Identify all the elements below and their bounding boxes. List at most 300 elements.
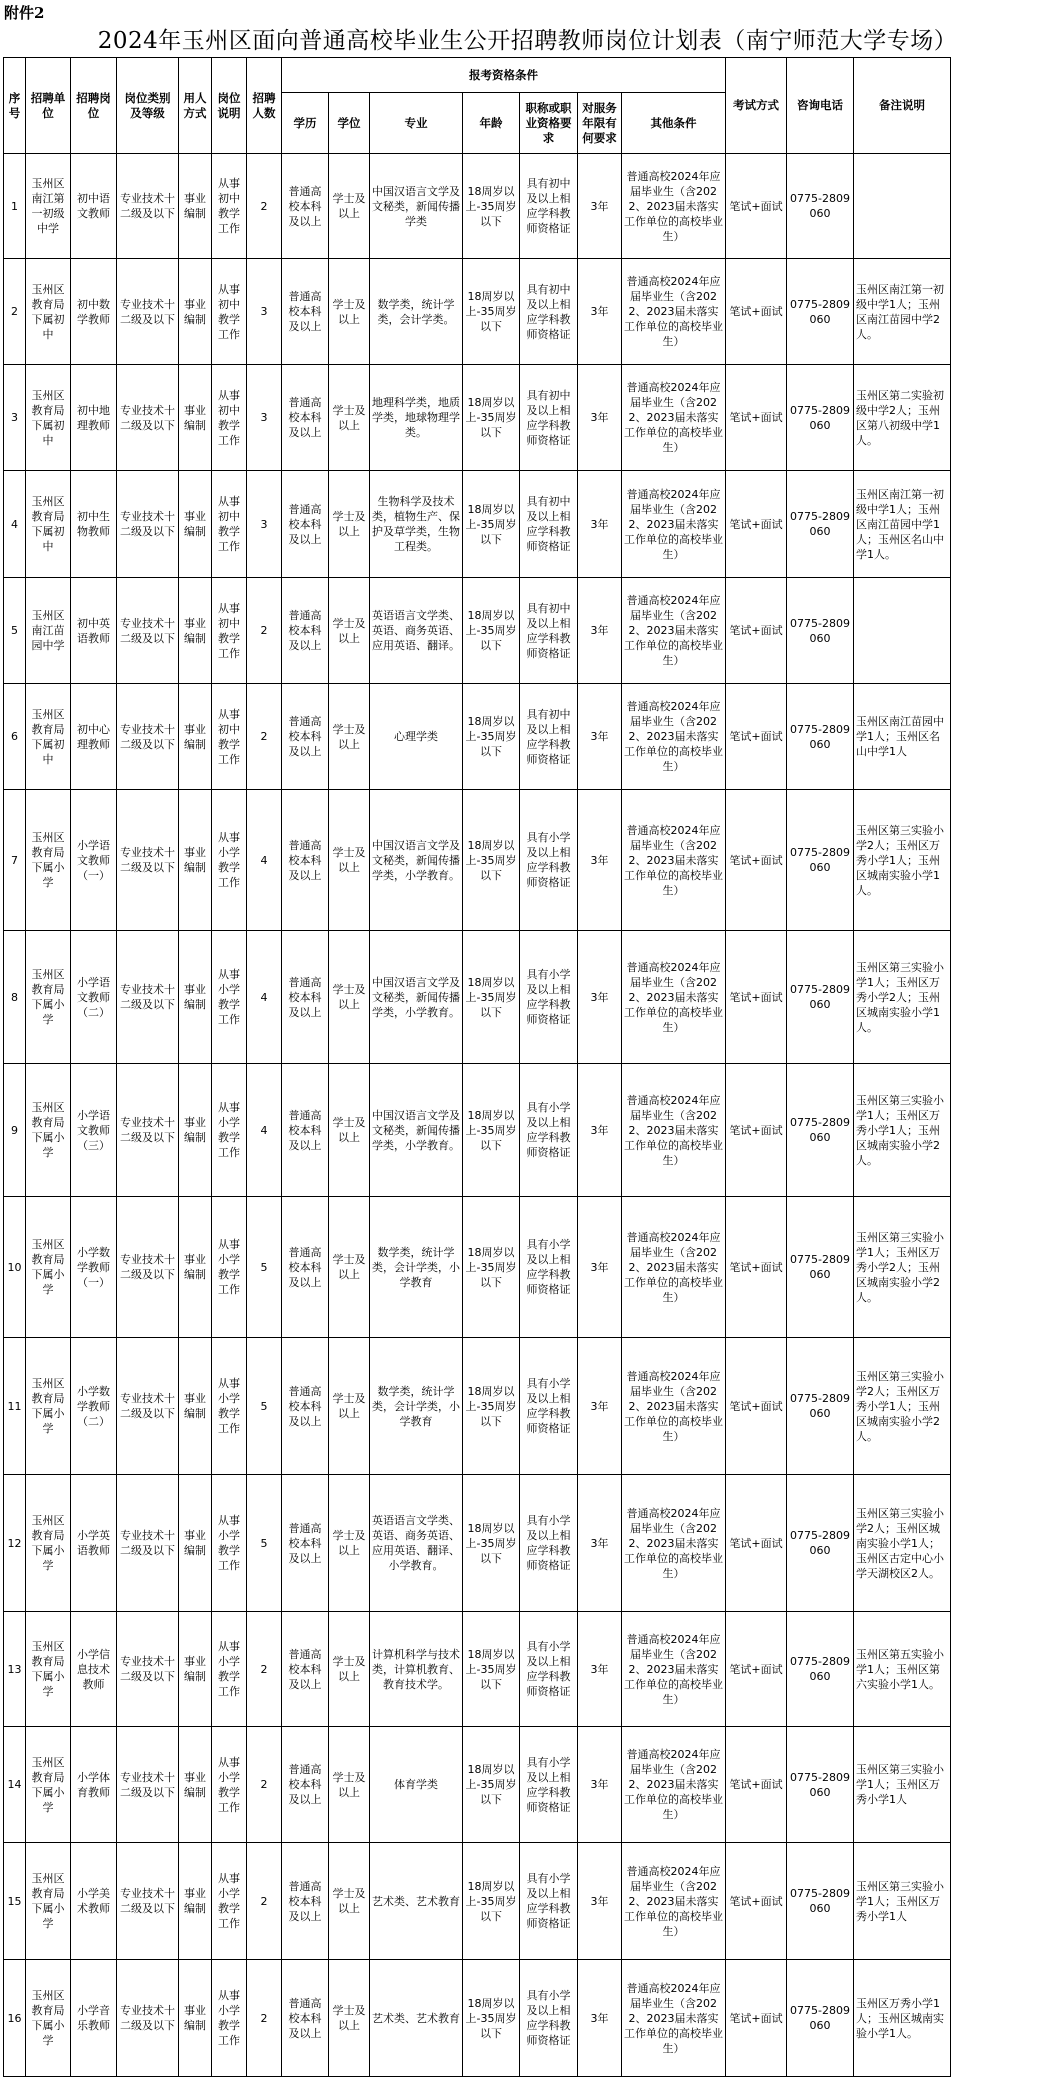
- cell-major: 艺术类、艺术教育: [370, 1843, 463, 1960]
- cell-phone: 0775-2809060: [787, 1064, 854, 1197]
- cell-count: 4: [247, 1064, 282, 1197]
- cell-category: 专业技术十二级及以下: [117, 1338, 179, 1475]
- cell-unit: 玉州区教育局下属小学: [26, 1197, 71, 1338]
- cell-post: 初中英语教师: [71, 578, 117, 684]
- cell-exam: 笔试+面试: [726, 154, 787, 259]
- cell-count: 5: [247, 1475, 282, 1612]
- cell-seq: 14: [4, 1727, 26, 1843]
- cell-employ: 事业编制: [179, 1197, 212, 1338]
- header-post: 招聘岗位: [71, 58, 117, 154]
- cell-phone: 0775-2809060: [787, 931, 854, 1064]
- cell-category: 专业技术十二级及以下: [117, 684, 179, 790]
- cell-degree: 学士及以上: [329, 1960, 370, 2077]
- header-other: 其他条件: [622, 93, 726, 154]
- table-row: [4, 1197, 951, 1338]
- cell-service: 3年: [578, 1727, 622, 1843]
- cell-employ: 事业编制: [179, 1960, 212, 2077]
- table-row: [4, 154, 951, 259]
- cell-post: 小学语文教师（二）: [71, 931, 117, 1064]
- cell-major: 数学类，统计学类，会计学类。: [370, 259, 463, 365]
- header-seq: 序号: [4, 58, 26, 154]
- cell-other: 普通高校2024年应届毕业生（含2022、2023届未落实工作单位的高校毕业生）: [622, 1960, 726, 2077]
- cell-unit: 玉州区教育局下属小学: [26, 1064, 71, 1197]
- cell-desc: 从事初中教学工作: [212, 471, 247, 578]
- cell-degree: 学士及以上: [329, 1727, 370, 1843]
- cell-seq: 12: [4, 1475, 26, 1612]
- cell-category: 专业技术十二级及以下: [117, 1960, 179, 2077]
- cell-age: 18周岁以上-35周岁以下: [463, 1475, 520, 1612]
- cell-count: 3: [247, 259, 282, 365]
- cell-seq: 8: [4, 931, 26, 1064]
- cell-employ: 事业编制: [179, 1727, 212, 1843]
- cell-service: 3年: [578, 1612, 622, 1727]
- cell-cert: 具有初中及以上相应学科教师资格证: [520, 471, 578, 578]
- cell-post: 小学体育教师: [71, 1727, 117, 1843]
- cell-service: 3年: [578, 931, 622, 1064]
- cell-desc: 从事小学教学工作: [212, 790, 247, 931]
- cell-phone: 0775-2809060: [787, 578, 854, 684]
- cell-seq: 15: [4, 1843, 26, 1960]
- cell-post: 初中语文教师: [71, 154, 117, 259]
- table-row: [4, 1612, 951, 1727]
- cell-age: 18周岁以上-35周岁以下: [463, 1064, 520, 1197]
- cell-exam: 笔试+面试: [726, 578, 787, 684]
- cell-remark: 玉州区第三实验小学1人；玉州区万秀小学2人；玉州区城南实验小学1人。: [854, 931, 951, 1064]
- cell-exam: 笔试+面试: [726, 1197, 787, 1338]
- cell-seq: 1: [4, 154, 26, 259]
- cell-category: 专业技术十二级及以下: [117, 1475, 179, 1612]
- cell-degree: 学士及以上: [329, 1064, 370, 1197]
- cell-seq: 6: [4, 684, 26, 790]
- cell-count: 2: [247, 684, 282, 790]
- cell-major: 体育学类: [370, 1727, 463, 1843]
- cell-degree: 学士及以上: [329, 684, 370, 790]
- cell-employ: 事业编制: [179, 1612, 212, 1727]
- cell-major: 数学类，统计学类，会计学类，小学教育: [370, 1338, 463, 1475]
- table-row: [4, 1960, 951, 2077]
- cell-age: 18周岁以上-35周岁以下: [463, 154, 520, 259]
- cell-major: 英语语言文学类、英语、商务英语、应用英语、翻译、小学教育。: [370, 1475, 463, 1612]
- cell-age: 18周岁以上-35周岁以下: [463, 1338, 520, 1475]
- cell-service: 3年: [578, 578, 622, 684]
- cell-unit: 玉州区教育局下属初中: [26, 471, 71, 578]
- cell-count: 2: [247, 1727, 282, 1843]
- cell-age: 18周岁以上-35周岁以下: [463, 1960, 520, 2077]
- cell-employ: 事业编制: [179, 684, 212, 790]
- cell-service: 3年: [578, 1064, 622, 1197]
- cell-phone: 0775-2809060: [787, 1197, 854, 1338]
- cell-age: 18周岁以上-35周岁以下: [463, 471, 520, 578]
- cell-exam: 笔试+面试: [726, 1475, 787, 1612]
- cell-count: 3: [247, 365, 282, 471]
- cell-unit: 玉州区教育局下属小学: [26, 1475, 71, 1612]
- cell-service: 3年: [578, 1843, 622, 1960]
- cell-degree: 学士及以上: [329, 1338, 370, 1475]
- cell-major: 中国汉语言文学及文秘类，新闻传播学类，小学教育。: [370, 931, 463, 1064]
- cell-category: 专业技术十二级及以下: [117, 578, 179, 684]
- cell-unit: 玉州区教育局下属初中: [26, 684, 71, 790]
- cell-remark: 玉州区南江第一初级中学1人；玉州区南江苗园中学2人。: [854, 259, 951, 365]
- cell-major: 数学类，统计学类，会计学类，小学教育: [370, 1197, 463, 1338]
- cell-cert: 具有初中及以上相应学科教师资格证: [520, 154, 578, 259]
- cell-desc: 从事小学教学工作: [212, 931, 247, 1064]
- cell-edu: 普通高校本科及以上: [282, 259, 329, 365]
- cell-desc: 从事初中教学工作: [212, 365, 247, 471]
- cell-edu: 普通高校本科及以上: [282, 578, 329, 684]
- cell-employ: 事业编制: [179, 259, 212, 365]
- cell-cert: 具有小学及以上相应学科教师资格证: [520, 1197, 578, 1338]
- cell-employ: 事业编制: [179, 154, 212, 259]
- page-title: 2024年玉州区面向普通高校毕业生公开招聘教师岗位计划表（南宁师范大学专场）: [97, 28, 958, 54]
- cell-edu: 普通高校本科及以上: [282, 1612, 329, 1727]
- cell-degree: 学士及以上: [329, 1843, 370, 1960]
- cell-category: 专业技术十二级及以下: [117, 365, 179, 471]
- cell-unit: 玉州区南江苗园中学: [26, 578, 71, 684]
- cell-edu: 普通高校本科及以上: [282, 1064, 329, 1197]
- cell-edu: 普通高校本科及以上: [282, 365, 329, 471]
- cell-post: 初中心理教师: [71, 684, 117, 790]
- cell-count: 4: [247, 790, 282, 931]
- cell-employ: 事业编制: [179, 1064, 212, 1197]
- header-service: 对服务年限有何要求: [578, 93, 622, 154]
- cell-degree: 学士及以上: [329, 259, 370, 365]
- cell-unit: 玉州区教育局下属初中: [26, 259, 71, 365]
- cell-remark: 玉州区第三实验小学2人；玉州区万秀小学1人；玉州区城南实验小学2人。: [854, 1338, 951, 1475]
- cell-age: 18周岁以上-35周岁以下: [463, 259, 520, 365]
- cell-employ: 事业编制: [179, 1475, 212, 1612]
- cell-count: 4: [247, 931, 282, 1064]
- cell-unit: 玉州区教育局下属小学: [26, 931, 71, 1064]
- cell-degree: 学士及以上: [329, 931, 370, 1064]
- header-cert: 职称或职业资格要求: [520, 93, 578, 154]
- table-row: [4, 684, 951, 790]
- header-category: 岗位类别及等级: [117, 58, 179, 154]
- cell-exam: 笔试+面试: [726, 1338, 787, 1475]
- cell-major: 心理学类: [370, 684, 463, 790]
- header-major: 专业: [370, 93, 463, 154]
- cell-other: 普通高校2024年应届毕业生（含2022、2023届未落实工作单位的高校毕业生）: [622, 259, 726, 365]
- cell-age: 18周岁以上-35周岁以下: [463, 684, 520, 790]
- cell-cert: 具有初中及以上相应学科教师资格证: [520, 365, 578, 471]
- cell-category: 专业技术十二级及以下: [117, 1727, 179, 1843]
- cell-service: 3年: [578, 259, 622, 365]
- cell-count: 3: [247, 471, 282, 578]
- cell-category: 专业技术十二级及以下: [117, 471, 179, 578]
- cell-phone: 0775-2809060: [787, 1612, 854, 1727]
- cell-phone: 0775-2809060: [787, 1475, 854, 1612]
- cell-cert: 具有小学及以上相应学科教师资格证: [520, 1843, 578, 1960]
- cell-category: 专业技术十二级及以下: [117, 1064, 179, 1197]
- cell-other: 普通高校2024年应届毕业生（含2022、2023届未落实工作单位的高校毕业生）: [622, 1338, 726, 1475]
- cell-phone: 0775-2809060: [787, 1338, 854, 1475]
- cell-remark: 玉州区第三实验小学1人；玉州区万秀小学2人；玉州区城南实验小学2人。: [854, 1197, 951, 1338]
- cell-edu: 普通高校本科及以上: [282, 471, 329, 578]
- cell-remark: 玉州区第三实验小学1人；玉州区万秀小学1人；玉州区城南实验小学2人。: [854, 1064, 951, 1197]
- cell-major: 生物科学及技术类，植物生产、保护及草学类，生物工程类。: [370, 471, 463, 578]
- cell-edu: 普通高校本科及以上: [282, 154, 329, 259]
- cell-exam: 笔试+面试: [726, 1843, 787, 1960]
- cell-desc: 从事初中教学工作: [212, 259, 247, 365]
- cell-remark: 玉州区南江苗园中学1人；玉州区名山中学1人: [854, 684, 951, 790]
- cell-remark: 玉州区第三实验小学2人；玉州区万秀小学1人；玉州区城南实验小学1人。: [854, 790, 951, 931]
- cell-service: 3年: [578, 1197, 622, 1338]
- cell-other: 普通高校2024年应届毕业生（含2022、2023届未落实工作单位的高校毕业生）: [622, 931, 726, 1064]
- cell-degree: 学士及以上: [329, 154, 370, 259]
- cell-major: 英语语言文学类、英语、商务英语、应用英语、翻译。: [370, 578, 463, 684]
- cell-employ: 事业编制: [179, 931, 212, 1064]
- cell-degree: 学士及以上: [329, 365, 370, 471]
- cell-exam: 笔试+面试: [726, 1960, 787, 2077]
- cell-other: 普通高校2024年应届毕业生（含2022、2023届未落实工作单位的高校毕业生）: [622, 578, 726, 684]
- cell-phone: 0775-2809060: [787, 790, 854, 931]
- cell-unit: 玉州区南江第一初级中学: [26, 154, 71, 259]
- cell-degree: 学士及以上: [329, 1197, 370, 1338]
- table-row: [4, 1843, 951, 1960]
- cell-unit: 玉州区教育局下属小学: [26, 1960, 71, 2077]
- cell-exam: 笔试+面试: [726, 1612, 787, 1727]
- cell-count: 2: [247, 1843, 282, 1960]
- cell-exam: 笔试+面试: [726, 1727, 787, 1843]
- table-row: [4, 578, 951, 684]
- cell-seq: 10: [4, 1197, 26, 1338]
- cell-degree: 学士及以上: [329, 471, 370, 578]
- cell-cert: 具有小学及以上相应学科教师资格证: [520, 1338, 578, 1475]
- cell-desc: 从事小学教学工作: [212, 1064, 247, 1197]
- cell-post: 小学美术教师: [71, 1843, 117, 1960]
- cell-other: 普通高校2024年应届毕业生（含2022、2023届未落实工作单位的高校毕业生）: [622, 1475, 726, 1612]
- cell-other: 普通高校2024年应届毕业生（含2022、2023届未落实工作单位的高校毕业生）: [622, 790, 726, 931]
- cell-phone: 0775-2809060: [787, 1960, 854, 2077]
- cell-cert: 具有小学及以上相应学科教师资格证: [520, 1475, 578, 1612]
- cell-phone: 0775-2809060: [787, 365, 854, 471]
- cell-cert: 具有初中及以上相应学科教师资格证: [520, 578, 578, 684]
- cell-unit: 玉州区教育局下属小学: [26, 1338, 71, 1475]
- cell-service: 3年: [578, 1475, 622, 1612]
- cell-category: 专业技术十二级及以下: [117, 154, 179, 259]
- header-exam: 考试方式: [726, 58, 787, 154]
- cell-post: 小学音乐教师: [71, 1960, 117, 2077]
- table-row: [4, 365, 951, 471]
- cell-desc: 从事小学教学工作: [212, 1727, 247, 1843]
- cell-desc: 从事小学教学工作: [212, 1960, 247, 2077]
- cell-other: 普通高校2024年应届毕业生（含2022、2023届未落实工作单位的高校毕业生）: [622, 1064, 726, 1197]
- table-row: [4, 931, 951, 1064]
- cell-age: 18周岁以上-35周岁以下: [463, 365, 520, 471]
- header-unit: 招聘单位: [26, 58, 71, 154]
- cell-desc: 从事小学教学工作: [212, 1612, 247, 1727]
- header-age: 年龄: [463, 93, 520, 154]
- cell-remark: 玉州区南江第一初级中学1人；玉州区南江苗园中学1人；玉州区名山中学1人。: [854, 471, 951, 578]
- table-row: [4, 1338, 951, 1475]
- cell-major: 中国汉语言文学及文秘类，新闻传播学类，小学教育。: [370, 790, 463, 931]
- cell-other: 普通高校2024年应届毕业生（含2022、2023届未落实工作单位的高校毕业生）: [622, 471, 726, 578]
- cell-count: 2: [247, 578, 282, 684]
- cell-desc: 从事小学教学工作: [212, 1338, 247, 1475]
- cell-unit: 玉州区教育局下属小学: [26, 1843, 71, 1960]
- cell-post: 小学数学教师（一）: [71, 1197, 117, 1338]
- cell-edu: 普通高校本科及以上: [282, 1843, 329, 1960]
- cell-desc: 从事初中教学工作: [212, 154, 247, 259]
- cell-employ: 事业编制: [179, 790, 212, 931]
- cell-desc: 从事小学教学工作: [212, 1843, 247, 1960]
- cell-age: 18周岁以上-35周岁以下: [463, 578, 520, 684]
- cell-unit: 玉州区教育局下属小学: [26, 790, 71, 931]
- cell-count: 2: [247, 1960, 282, 2077]
- cell-post: 小学语文教师（三）: [71, 1064, 117, 1197]
- cell-service: 3年: [578, 365, 622, 471]
- table-row: [4, 1064, 951, 1197]
- cell-employ: 事业编制: [179, 1843, 212, 1960]
- cell-degree: 学士及以上: [329, 790, 370, 931]
- cell-other: 普通高校2024年应届毕业生（含2022、2023届未落实工作单位的高校毕业生）: [622, 154, 726, 259]
- cell-age: 18周岁以上-35周岁以下: [463, 931, 520, 1064]
- header-remark: 备注说明: [854, 58, 951, 154]
- header-edu: 学历: [282, 93, 329, 154]
- cell-cert: 具有初中及以上相应学科教师资格证: [520, 684, 578, 790]
- cell-category: 专业技术十二级及以下: [117, 931, 179, 1064]
- cell-seq: 4: [4, 471, 26, 578]
- cell-exam: 笔试+面试: [726, 365, 787, 471]
- cell-phone: 0775-2809060: [787, 471, 854, 578]
- cell-desc: 从事初中教学工作: [212, 684, 247, 790]
- recruitment-table: [3, 57, 951, 2077]
- cell-desc: 从事初中教学工作: [212, 578, 247, 684]
- cell-desc: 从事小学教学工作: [212, 1197, 247, 1338]
- cell-remark: [854, 154, 951, 259]
- cell-age: 18周岁以上-35周岁以下: [463, 1843, 520, 1960]
- cell-post: 小学信息技术教师: [71, 1612, 117, 1727]
- table-row: [4, 790, 951, 931]
- cell-count: 5: [247, 1197, 282, 1338]
- cell-phone: 0775-2809060: [787, 259, 854, 365]
- cell-employ: 事业编制: [179, 471, 212, 578]
- header-phone: 咨询电话: [787, 58, 854, 154]
- cell-major: 中国汉语言文学及文秘类，新闻传播学类，小学教育。: [370, 1064, 463, 1197]
- cell-edu: 普通高校本科及以上: [282, 1727, 329, 1843]
- cell-edu: 普通高校本科及以上: [282, 790, 329, 931]
- cell-exam: 笔试+面试: [726, 684, 787, 790]
- cell-category: 专业技术十二级及以下: [117, 1612, 179, 1727]
- header-requirements: 报考资格条件: [282, 58, 726, 93]
- header-employ: 用人方式: [179, 58, 212, 154]
- header-desc: 岗位说明: [212, 58, 247, 154]
- table-header: [4, 58, 951, 154]
- cell-degree: 学士及以上: [329, 1475, 370, 1612]
- cell-exam: 笔试+面试: [726, 471, 787, 578]
- cell-cert: 具有小学及以上相应学科教师资格证: [520, 1612, 578, 1727]
- cell-post: 小学语文教师（一）: [71, 790, 117, 931]
- cell-edu: 普通高校本科及以上: [282, 931, 329, 1064]
- cell-seq: 9: [4, 1064, 26, 1197]
- cell-service: 3年: [578, 684, 622, 790]
- cell-exam: 笔试+面试: [726, 259, 787, 365]
- cell-remark: 玉州区第三实验小学1人；玉州区万秀小学1人: [854, 1843, 951, 1960]
- cell-post: 初中生物教师: [71, 471, 117, 578]
- cell-other: 普通高校2024年应届毕业生（含2022、2023届未落实工作单位的高校毕业生）: [622, 1727, 726, 1843]
- cell-cert: 具有小学及以上相应学科教师资格证: [520, 1727, 578, 1843]
- cell-other: 普通高校2024年应届毕业生（含2022、2023届未落实工作单位的高校毕业生）: [622, 1843, 726, 1960]
- cell-exam: 笔试+面试: [726, 790, 787, 931]
- cell-seq: 2: [4, 259, 26, 365]
- cell-edu: 普通高校本科及以上: [282, 1197, 329, 1338]
- cell-desc: 从事小学教学工作: [212, 1475, 247, 1612]
- cell-post: 初中地理教师: [71, 365, 117, 471]
- cell-edu: 普通高校本科及以上: [282, 684, 329, 790]
- cell-category: 专业技术十二级及以下: [117, 790, 179, 931]
- cell-seq: 3: [4, 365, 26, 471]
- cell-major: 计算机科学与技术类，计算机教育、教育技术学。: [370, 1612, 463, 1727]
- cell-phone: 0775-2809060: [787, 1727, 854, 1843]
- cell-employ: 事业编制: [179, 1338, 212, 1475]
- cell-unit: 玉州区教育局下属小学: [26, 1612, 71, 1727]
- cell-remark: 玉州区第三实验小学1人；玉州区万秀小学1人: [854, 1727, 951, 1843]
- cell-category: 专业技术十二级及以下: [117, 259, 179, 365]
- cell-edu: 普通高校本科及以上: [282, 1475, 329, 1612]
- table-row: [4, 259, 951, 365]
- cell-phone: 0775-2809060: [787, 684, 854, 790]
- cell-major: 艺术类、艺术教育: [370, 1960, 463, 2077]
- cell-exam: 笔试+面试: [726, 1064, 787, 1197]
- cell-employ: 事业编制: [179, 365, 212, 471]
- cell-seq: 11: [4, 1338, 26, 1475]
- cell-other: 普通高校2024年应届毕业生（含2022、2023届未落实工作单位的高校毕业生）: [622, 1612, 726, 1727]
- cell-other: 普通高校2024年应届毕业生（含2022、2023届未落实工作单位的高校毕业生）: [622, 684, 726, 790]
- cell-count: 2: [247, 1612, 282, 1727]
- header-count: 招聘人数: [247, 58, 282, 154]
- cell-exam: 笔试+面试: [726, 931, 787, 1064]
- cell-cert: 具有小学及以上相应学科教师资格证: [520, 790, 578, 931]
- cell-age: 18周岁以上-35周岁以下: [463, 1197, 520, 1338]
- cell-cert: 具有小学及以上相应学科教师资格证: [520, 1960, 578, 2077]
- cell-post: 小学英语教师: [71, 1475, 117, 1612]
- cell-service: 3年: [578, 790, 622, 931]
- cell-seq: 16: [4, 1960, 26, 2077]
- cell-seq: 5: [4, 578, 26, 684]
- cell-seq: 7: [4, 790, 26, 931]
- cell-phone: 0775-2809060: [787, 154, 854, 259]
- cell-age: 18周岁以上-35周岁以下: [463, 1612, 520, 1727]
- cell-employ: 事业编制: [179, 578, 212, 684]
- cell-service: 3年: [578, 1960, 622, 2077]
- attachment-label: 附件2: [4, 4, 45, 22]
- cell-cert: 具有小学及以上相应学科教师资格证: [520, 1064, 578, 1197]
- cell-count: 2: [247, 154, 282, 259]
- cell-remark: [854, 578, 951, 684]
- cell-other: 普通高校2024年应届毕业生（含2022、2023届未落实工作单位的高校毕业生）: [622, 1197, 726, 1338]
- cell-edu: 普通高校本科及以上: [282, 1960, 329, 2077]
- cell-service: 3年: [578, 471, 622, 578]
- cell-cert: 具有小学及以上相应学科教师资格证: [520, 931, 578, 1064]
- cell-category: 专业技术十二级及以下: [117, 1197, 179, 1338]
- cell-post: 初中数学教师: [71, 259, 117, 365]
- cell-unit: 玉州区教育局下属初中: [26, 365, 71, 471]
- cell-seq: 13: [4, 1612, 26, 1727]
- cell-category: 专业技术十二级及以下: [117, 1843, 179, 1960]
- cell-edu: 普通高校本科及以上: [282, 1338, 329, 1475]
- table-body: [4, 154, 951, 2077]
- table-row: [4, 1727, 951, 1843]
- cell-unit: 玉州区教育局下属小学: [26, 1727, 71, 1843]
- cell-cert: 具有初中及以上相应学科教师资格证: [520, 259, 578, 365]
- cell-degree: 学士及以上: [329, 578, 370, 684]
- header-degree: 学位: [329, 93, 370, 154]
- cell-phone: 0775-2809060: [787, 1843, 854, 1960]
- cell-remark: 玉州区第三实验小学2人；玉州区城南实验小学1人；玉州区古定中心小学天湖校区2人。: [854, 1475, 951, 1612]
- cell-degree: 学士及以上: [329, 1612, 370, 1727]
- table-row: [4, 471, 951, 578]
- cell-remark: 玉州区第二实验初级中学2人；玉州区第八初级中学1人。: [854, 365, 951, 471]
- cell-post: 小学数学教师（二）: [71, 1338, 117, 1475]
